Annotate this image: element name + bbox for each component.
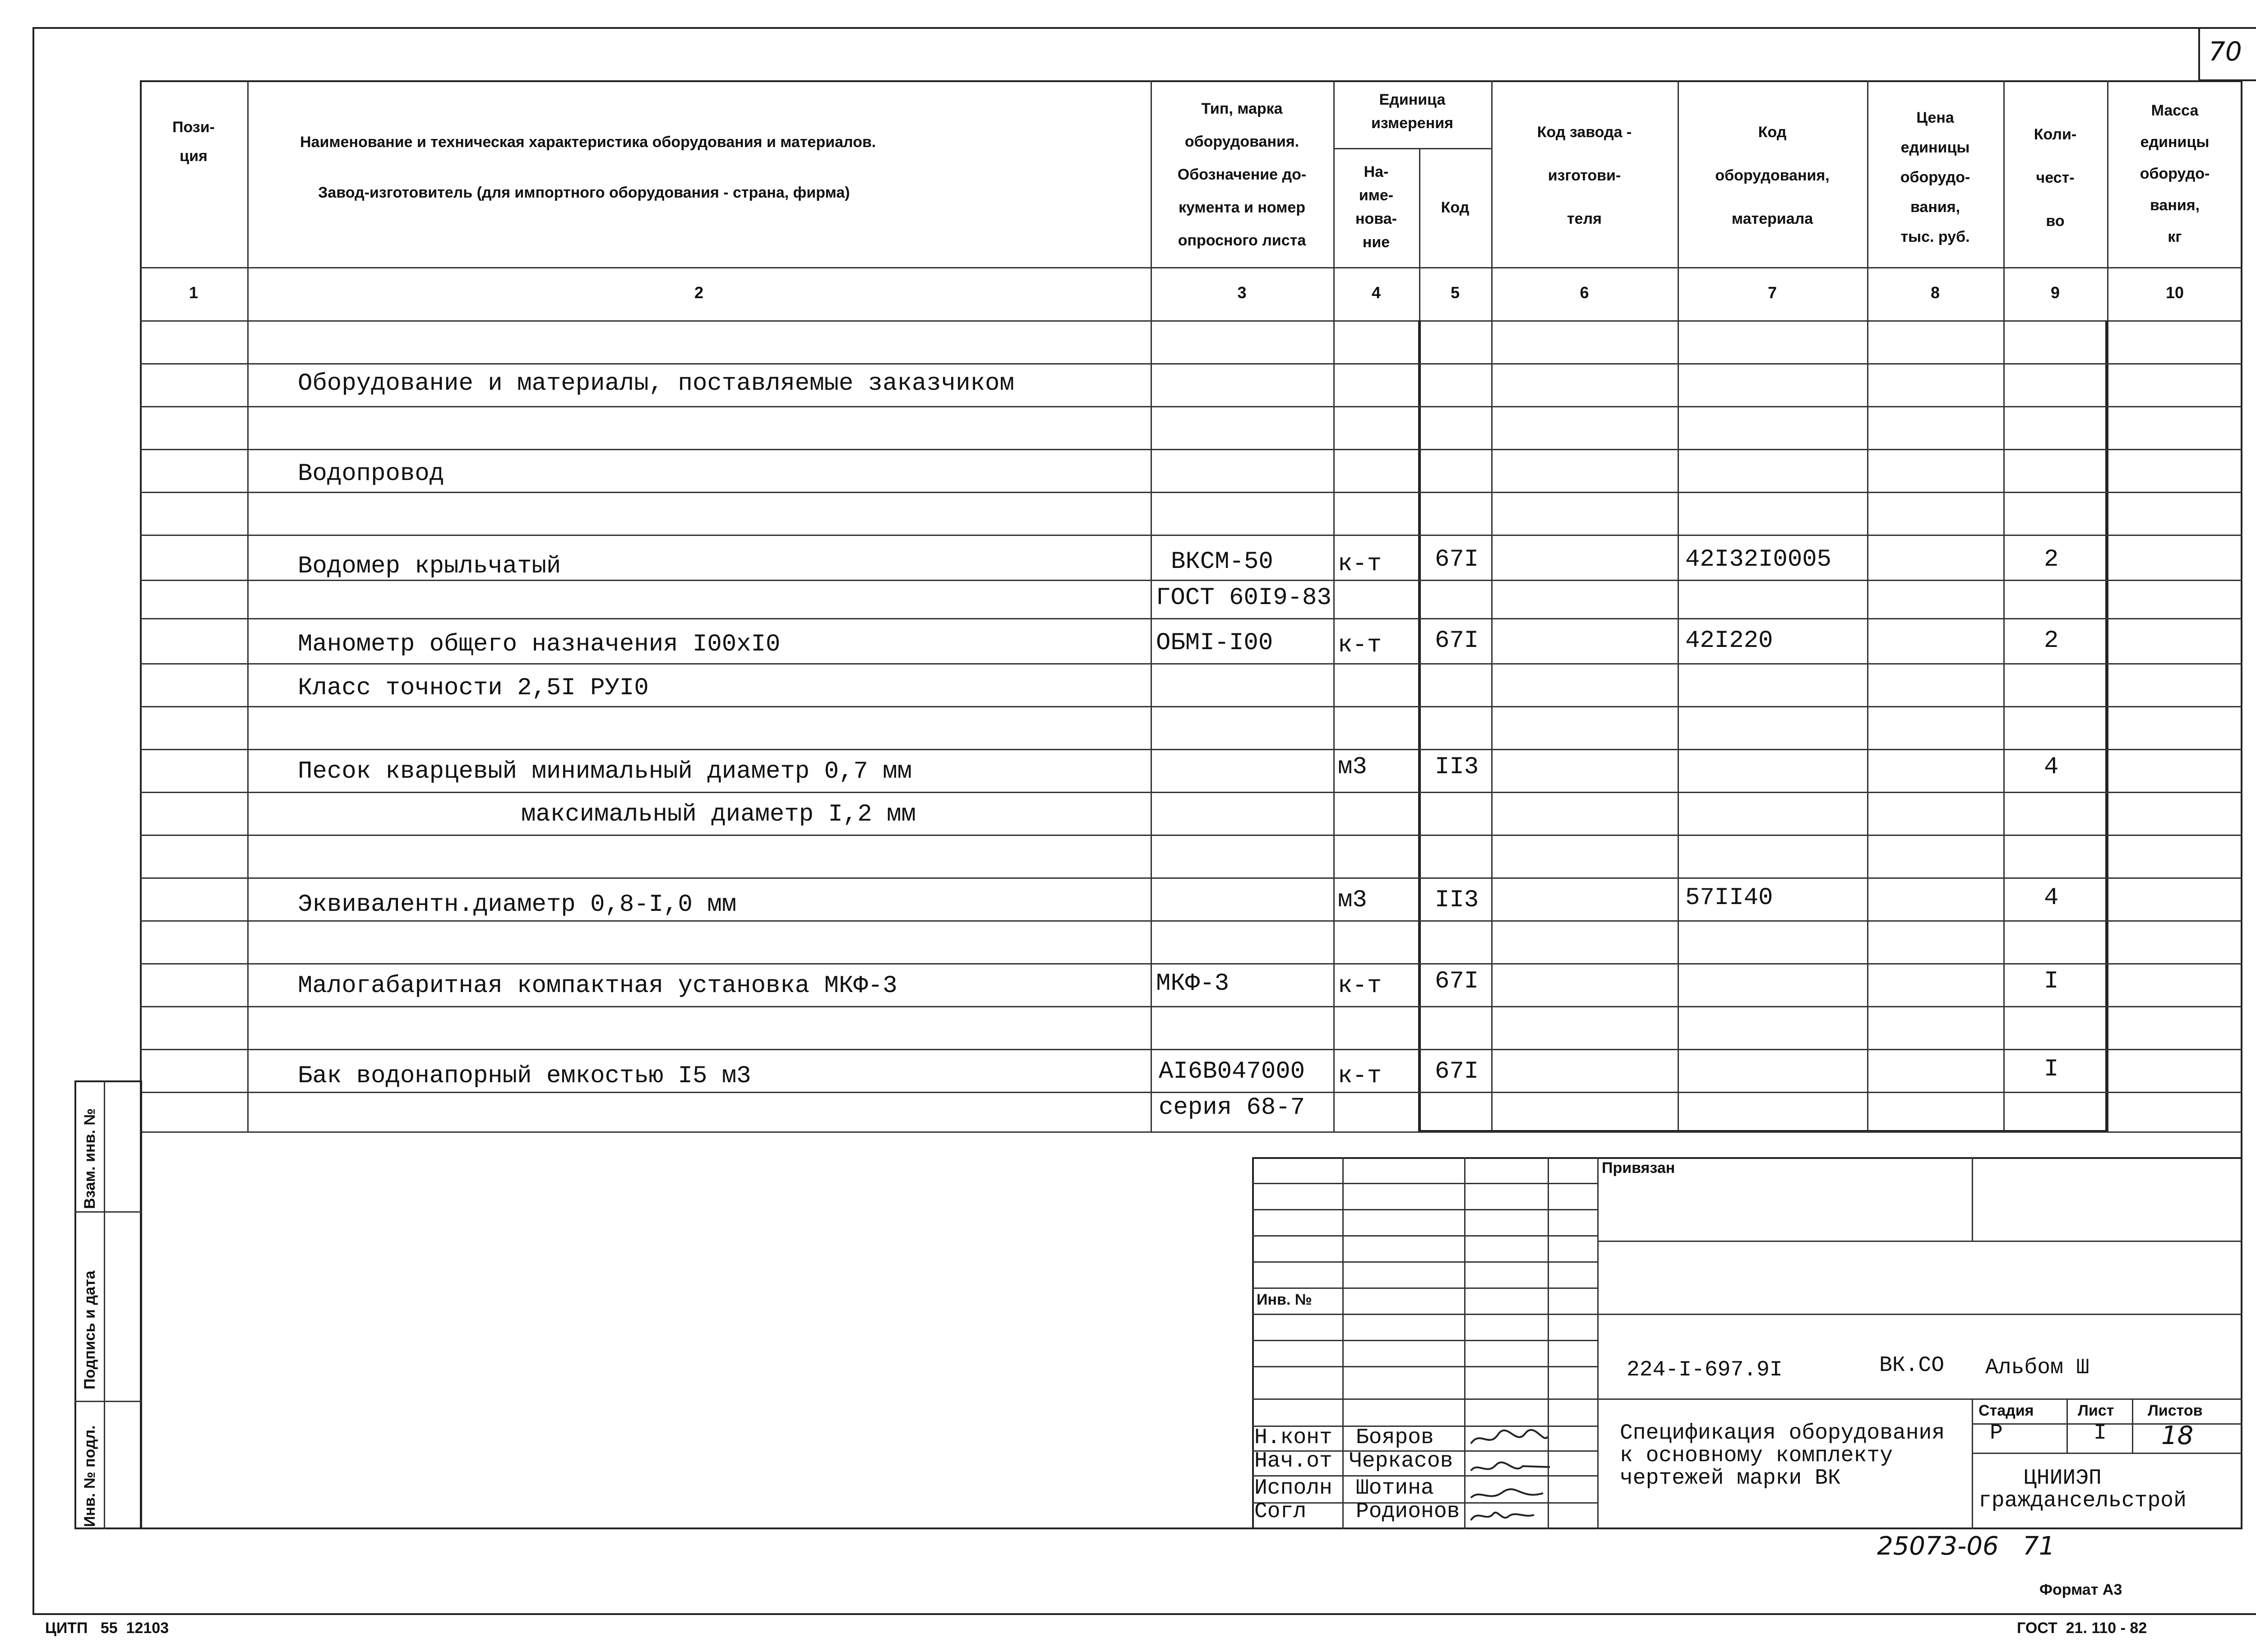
item-type: ОБМI-I00: [1156, 629, 1273, 657]
col-line-1: [247, 80, 249, 1131]
tb-rule: [1252, 1314, 1597, 1315]
item-material-code: 42I220: [1685, 627, 1773, 655]
item-name: Манометр общего назначения I00хI0: [298, 631, 781, 658]
tb-album: Альбом Ш: [1985, 1356, 2090, 1380]
tb-title-line1: Спецификация оборудования: [1620, 1421, 1945, 1445]
item-unit: м3: [1338, 886, 1367, 914]
tb-col: [2132, 1398, 2133, 1453]
item-quantity: 4: [2044, 884, 2059, 912]
item-type: МКФ-3: [1156, 970, 1230, 997]
tb-org-line2: граждансельстрой: [1979, 1489, 2187, 1513]
tb-col: [2066, 1398, 2068, 1453]
item-unit: к-т: [1338, 1062, 1382, 1090]
col-number: 10: [2165, 283, 2184, 302]
row-rule: [140, 1092, 2242, 1093]
tb-rule: [1252, 1209, 1597, 1210]
item-material-code: 42I32I0005: [1685, 546, 1832, 573]
row-rule: [140, 492, 2242, 493]
item-quantity: 4: [2044, 753, 2059, 781]
item-unit-code: 67I: [1435, 546, 1479, 573]
tb-rule: [1252, 1398, 2242, 1400]
side-inv: Инв. № подл.: [81, 1425, 98, 1527]
tb-rule: [1972, 1423, 2242, 1425]
footer-left: ЦИТП 55 12103: [45, 1620, 169, 1637]
row-rule: [140, 963, 2242, 964]
item-type-doc: ГОСТ 60I9-83: [1156, 584, 1331, 612]
subsection-title: Водопровод: [298, 460, 444, 488]
header-name-line2: Завод-изготовитель (для импортного оборудования - страна, фирма): [318, 184, 850, 201]
item-unit: м3: [1338, 753, 1367, 781]
header-equipment-code: Код оборудования, материала: [1715, 124, 1830, 227]
tb-stadiya: Р: [1990, 1421, 2003, 1445]
tb-title-line2: к основному комплекту: [1620, 1444, 1893, 1468]
tb-col: [1342, 1157, 1344, 1529]
item-name: Малогабаритная компактная установка МКФ-3: [298, 972, 897, 1000]
item-unit-code: 67I: [1435, 1058, 1479, 1085]
col-number: 9: [2050, 283, 2060, 302]
tb-person: Шотина: [1356, 1476, 1434, 1500]
item-unit-code: 67I: [1435, 968, 1479, 995]
col-number: 4: [1371, 283, 1381, 302]
item-type: ВКСМ-50: [1171, 548, 1273, 576]
tb-list-label: Лист: [2078, 1402, 2114, 1419]
tb-col: [1972, 1398, 1973, 1529]
col-number: 1: [189, 283, 199, 302]
tb-rule: [1252, 1287, 1597, 1289]
row-rule: [140, 449, 2242, 450]
tb-rule: [1252, 1183, 1597, 1184]
side-vzam: Взам. инв. №: [81, 1108, 98, 1209]
tb-col: [1597, 1157, 1599, 1529]
tb-person: Родионов: [1356, 1500, 1460, 1524]
tb-rule: [1252, 1366, 1597, 1367]
row-rule: [140, 835, 2242, 836]
thick-left: [1418, 320, 1421, 1132]
tb-rule: [1597, 1314, 2242, 1315]
row-rule: [140, 706, 2242, 707]
item-name-cont: Класс точности 2,5I РУI0: [298, 674, 649, 702]
tb-rule: [1252, 1235, 1597, 1237]
tb-title-line3: чертежей марки ВК: [1620, 1466, 1841, 1490]
col-number: 5: [1450, 283, 1460, 302]
tb-mark: ВК.СО: [1879, 1353, 1945, 1378]
tb-doc-code: 224-I-697.9I: [1627, 1358, 1783, 1382]
tb-org-line1: ЦНИИЭП: [2024, 1466, 2102, 1490]
tb-role: Исполн: [1254, 1476, 1332, 1500]
format-label: Формат А3: [2039, 1581, 2122, 1598]
row-rule: [140, 749, 2242, 750]
signature-scribbles: [1466, 1426, 1552, 1529]
section-title: Оборудование и материалы, поставляемые заказчиком: [298, 370, 1014, 397]
tb-person: Бояров: [1356, 1426, 1434, 1450]
header-rule-1: [140, 267, 2242, 268]
tb-rule: [1252, 1340, 1597, 1341]
tb-listov: 18: [2161, 1421, 2194, 1450]
item-quantity: I: [2044, 1056, 2059, 1083]
tb-rule: [1597, 1241, 2242, 1242]
tb-rule: [1972, 1453, 2242, 1454]
tb-col: [1464, 1157, 1465, 1529]
unit-group-rule: [1333, 148, 1491, 149]
header-name-line1: Наименование и техническая характеристика оборудования и материалов.: [300, 134, 876, 151]
item-unit-code: 67I: [1435, 627, 1479, 655]
row-rule: [140, 1049, 2242, 1050]
col-number: 2: [694, 283, 704, 302]
header-unit-group: Единица измерения: [1371, 91, 1453, 132]
row-rule: [140, 1131, 2242, 1133]
item-name-cont: максимальный диаметр I,2 мм: [521, 801, 916, 828]
item-name: Песок кварцевый минимальный диаметр 0,7 мм: [298, 758, 912, 785]
tb-inv-no: Инв. №: [1257, 1291, 1312, 1308]
item-name: Бак водонапорный емкостью I5 м3: [298, 1062, 751, 1090]
footer-right: ГОСТ 21. 110 - 82: [2017, 1620, 2147, 1637]
item-material-code: 57II40: [1685, 884, 1773, 912]
side-stamp-col: [104, 1080, 105, 1529]
header-mass: Масса единицы оборудо- вания, кг: [2140, 102, 2210, 245]
item-unit: к-т: [1338, 972, 1382, 1000]
tb-list: I: [2094, 1421, 2107, 1445]
header-price: Цена единицы оборудо- вания, тыс. руб.: [1900, 109, 1970, 245]
header-type: Тип, марка оборудования. Обозначение до- кумента и номер опросного листа: [1177, 100, 1307, 249]
row-rule: [140, 363, 2242, 365]
row-rule: [140, 1006, 2242, 1007]
row-rule: [140, 406, 2242, 407]
item-type-doc: серия 68-7: [1159, 1094, 1305, 1121]
tb-listov-label: Листов: [2148, 1402, 2203, 1419]
row-rule: [140, 792, 2242, 793]
thick-right: [2105, 320, 2108, 1132]
item-unit-code: II3: [1435, 886, 1479, 914]
col-number: 7: [1767, 283, 1777, 302]
item-unit: к-т: [1338, 550, 1382, 578]
side-podpis: Подпись и дата: [81, 1270, 98, 1389]
item-type: АI6В047000: [1159, 1058, 1305, 1085]
header-position: Пози- ция: [172, 119, 215, 165]
header-quantity: Коли- чест- во: [2034, 126, 2077, 230]
header-rule-2: [140, 320, 2242, 322]
hand-number: 25073-06 71: [1877, 1532, 2055, 1561]
row-rule: [140, 618, 2242, 619]
item-unit: к-т: [1338, 632, 1382, 659]
sheet-mark: 70: [2209, 36, 2242, 67]
row-rule: [140, 663, 2242, 664]
row-rule: [140, 535, 2242, 536]
tb-role: Согл: [1254, 1500, 1307, 1524]
tb-privyazan: Привязан: [1602, 1159, 1675, 1177]
item-unit-code: II3: [1435, 753, 1479, 781]
row-rule: [140, 920, 2242, 922]
item-name: Водомер крыльчатый: [298, 553, 561, 580]
item-quantity: 2: [2044, 627, 2059, 655]
header-unit-name: На- име- нова- ние: [1355, 163, 1397, 251]
item-name: Эквивалентн.диаметр 0,8-I,0 мм: [298, 891, 737, 918]
tb-stadiya-label: Стадия: [1979, 1402, 2034, 1419]
item-quantity: I: [2044, 968, 2059, 995]
header-factory-code: Код завода - изготови- теля: [1537, 124, 1632, 227]
col-number: 3: [1237, 283, 1247, 302]
tb-role: Н.конт: [1254, 1426, 1332, 1450]
tb-rule: [1252, 1261, 1597, 1263]
tb-person: Черкасов: [1349, 1449, 1453, 1473]
row-rule: [140, 877, 2242, 879]
col-number: 6: [1580, 283, 1589, 302]
header-unit-code: Код: [1441, 199, 1470, 216]
side-stamp-rule: [74, 1211, 142, 1213]
side-stamp-rule: [74, 1401, 142, 1402]
tb-col: [1972, 1157, 1973, 1241]
tb-role: Нач.от: [1254, 1449, 1332, 1473]
col-number: 8: [1930, 283, 1940, 302]
item-quantity: 2: [2044, 546, 2059, 573]
